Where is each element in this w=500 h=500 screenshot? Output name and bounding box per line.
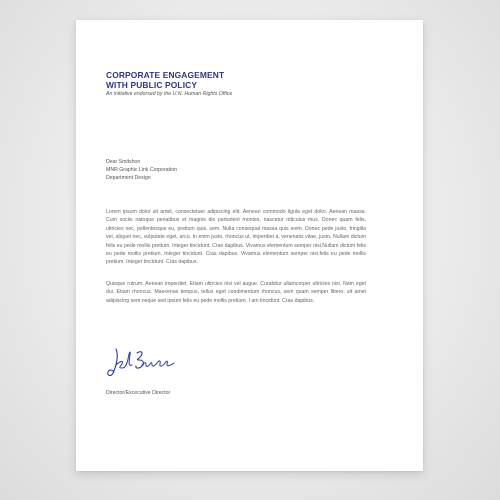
letter-title: CORPORATE ENGAGEMENT WITH PUBLIC POLICY bbox=[106, 70, 225, 90]
handwritten-signature bbox=[104, 343, 184, 381]
body-paragraph-2: Quisque rutrum. Aenean imperdiet. Etiam ultricies nisi vel augue. Curabitur ullamcorper ultricies nisi. Nam eget dui. Etiam rhoncus. Maecenas tempus, tellus eget condimentum rhoncus, sem quam semper libero, sit amet adipiscing sem neque sed ipsum felis eu pede mollis pretium. I am tincidunt. Cras dapibus. bbox=[106, 281, 366, 304]
letter-subtitle: An initiative endorsed by the U.N. Human Rights Office bbox=[106, 91, 233, 97]
salutation: Dear Smitshon bbox=[106, 159, 141, 165]
signature-title: Director/Excecutive Director bbox=[106, 390, 171, 396]
recipient-department: Department Design bbox=[106, 175, 151, 182]
recipient-company: MNR Graphic Link Corporation bbox=[106, 167, 177, 174]
letter-page bbox=[76, 20, 423, 471]
recipient-block bbox=[106, 158, 406, 183]
body-paragraph-1: Lorem ipsum dolor sit amet, consectetuer adipiscing elit. Aenean commodo ligula eget dolor. Aenean massa. Cum sociis natoque penatibus et magnis dis parturient montes, nascetur ridiculus mus. Donec quam felis, ultricies nec, pellentesque eu, pretium quis, sem. Nulla consequat massa quis enim. Donec pede justo, fringilla vel, aliquet nec, vulputate eget, arcu. In enim justo, rhoncus ut, imperdiet a, venenatis vitae, justo. Nullam dictum felis eu pede mollis pretium. Integer tincidunt. Cras dapibus. Vivamus elementum semper nisi.Nullam dictum felis eu pede mollis pretium. Integer tincidunt. Cras dapibus. Vivamus elementum semper nisi.felis eu pede mollis pretium. Integer tincidunt. Cras dapibus. bbox=[106, 209, 366, 266]
